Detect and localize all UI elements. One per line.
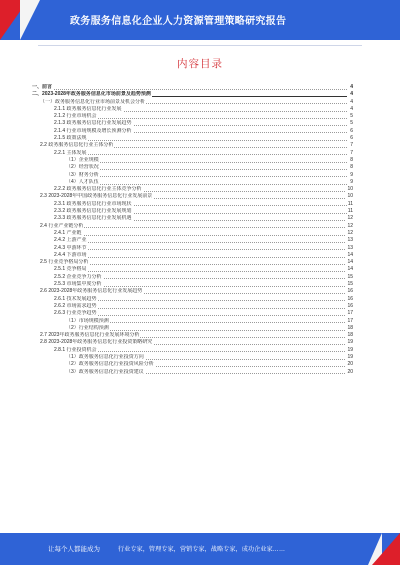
toc-entry-text: （1）政务服务信息化行业投资方向: [66, 353, 144, 360]
toc-entry-text: 2.2.2 政务服务信息化行业主体竞争分析: [54, 186, 142, 193]
toc-entry[interactable]: [32, 369, 353, 376]
toc-entry[interactable]: [32, 237, 353, 244]
toc-entry-text: 2.4.2 上游产业: [54, 237, 87, 244]
toc-entry[interactable]: [32, 157, 353, 164]
toc-page-number: 15: [347, 273, 353, 280]
toc-leader-dots: [66, 162, 347, 163]
toc-entry[interactable]: [32, 259, 353, 266]
toc-entry[interactable]: [32, 230, 353, 237]
toc-entry-text: 2.4.1 产业链: [54, 229, 82, 236]
toc-title: 内容目录: [177, 58, 223, 70]
toc-page-number: 17: [347, 310, 353, 317]
toc-page-number: 16: [347, 295, 353, 302]
table-of-contents: [32, 84, 353, 376]
toc-entry-text: 2.2 政务服务信息化行业主体分析: [40, 142, 114, 149]
toc-page-number: 16: [347, 288, 353, 295]
toc-entry-text: 2.6.1 技术发展趋势: [54, 295, 97, 302]
toc-leader-dots: [66, 184, 347, 185]
toc-page-number: 12: [347, 215, 353, 222]
toc-entry-text: 2.5.3 市场集中度分析: [54, 281, 102, 288]
toc-page-number: 14: [347, 259, 353, 266]
toc-entry-text: 2.6 2023-2028年政务服务信息化行业发展趋势: [40, 288, 143, 295]
toc-leader-dots: [54, 242, 347, 243]
toc-entry-text: 2.5 行业竞争格局分析: [40, 259, 89, 266]
toc-page-number: 13: [347, 237, 353, 244]
toc-entry-text: 2.7 2023年政务服务信息化行业发展环境分析: [40, 332, 140, 339]
toc-entry[interactable]: [32, 347, 353, 354]
toc-entry-text: 2.5.2 企业竞争力分析: [54, 273, 102, 280]
toc-entry-text: 一、前言: [32, 84, 53, 90]
toc-leader-dots: [54, 257, 347, 258]
toc-leader-dots: [54, 118, 347, 119]
toc-entry-text: 2.1.5 政策法规: [54, 135, 87, 142]
toc-page-number: 15: [347, 281, 353, 288]
toc-entry-text: 2.4.3 中游环节: [54, 244, 87, 251]
toc-entry-text: 2.4 行业产业链分析: [40, 222, 84, 229]
toc-page-number: 13: [347, 244, 353, 251]
toc-entry[interactable]: [32, 245, 353, 252]
toc-entry[interactable]: [32, 113, 353, 120]
toc-page-number: 4: [350, 98, 353, 105]
toc-page-number: 12: [347, 222, 353, 229]
toc-entry[interactable]: [32, 339, 353, 346]
toc-leader-dots: [54, 351, 347, 352]
toc-entry-text: （一）政务服务信息化行业市场前景及机会分析: [40, 98, 146, 105]
toc-entry-text: （1）市场规模预测: [66, 317, 109, 324]
toc-entry-text: 2.1.4 行业市场规模及增长预测分析: [54, 127, 132, 134]
toc-entry[interactable]: [32, 332, 353, 339]
toc-page-number: 19: [347, 339, 353, 346]
toc-entry-text: 2.1.2 行业市场机会: [54, 113, 97, 120]
toc-entry[interactable]: [32, 303, 353, 310]
header-divider: [38, 45, 362, 46]
toc-page-number: 18: [347, 332, 353, 339]
toc-page-number: 5: [350, 120, 353, 127]
toc-entry-text: 2.1.1 政务服务信息化行业发展: [54, 105, 122, 112]
toc-entry[interactable]: [32, 310, 353, 317]
toc-entry[interactable]: [32, 223, 353, 230]
toc-entry[interactable]: [32, 186, 353, 193]
toc-entry-text: （2）政务服务信息化行业投资风险分析: [66, 361, 154, 368]
toc-page-number: 7: [350, 142, 353, 149]
toc-leader-dots: [66, 169, 347, 170]
toc-leader-dots: [32, 89, 347, 90]
toc-page-number: 6: [350, 135, 353, 142]
toc-entry-text: 2.3.3 政务服务信息化行业发展机遇: [54, 215, 132, 222]
toc-page-number: 14: [347, 266, 353, 273]
toc-page-number: 10: [347, 186, 353, 193]
toc-page-number: 8: [350, 164, 353, 171]
document-title: 政务服务信息化企业人力资源管理策略研究报告: [70, 16, 287, 27]
toc-page-number: 20: [347, 368, 353, 375]
toc-page-number: 7: [350, 149, 353, 156]
toc-entry[interactable]: [32, 84, 353, 91]
toc-entry[interactable]: [32, 179, 353, 186]
toc-entry-text: 2.8 2023-2028年政务服务信息化行业投资策略研究: [40, 339, 153, 346]
toc-leader-dots: [54, 271, 347, 272]
toc-entry[interactable]: [32, 106, 353, 113]
footer-bar: [0, 533, 400, 565]
toc-page-number: 9: [350, 178, 353, 185]
toc-entry[interactable]: [32, 274, 353, 281]
toc-page-number: 14: [347, 251, 353, 258]
toc-entry-text: （2）行业结构预测: [66, 324, 109, 331]
toc-leader-dots: [54, 300, 347, 301]
toc-entry[interactable]: [32, 201, 353, 208]
toc-entry-text: （1）企业规模: [66, 156, 99, 163]
toc-page-number: 11: [347, 200, 353, 207]
toc-page-number: 19: [347, 353, 353, 360]
toc-leader-dots: [54, 154, 347, 155]
toc-entry[interactable]: [32, 99, 353, 106]
toc-page-number: 8: [350, 156, 353, 163]
toc-entry-text: 2.3.2 政务服务信息化行业发展规划: [54, 208, 132, 215]
toc-entry-text: 2.4.4 下游市场: [54, 251, 87, 258]
toc-entry[interactable]: [32, 142, 353, 149]
toc-leader-dots: [54, 235, 347, 236]
toc-page-number: 4: [350, 105, 353, 112]
toc-entry-text: 2.2.1 主体发展: [54, 149, 87, 156]
toc-entry[interactable]: [32, 252, 353, 259]
toc-page-number: 16: [347, 302, 353, 309]
toc-page-number: 6: [350, 127, 353, 134]
toc-page-number: 20: [347, 361, 353, 368]
toc-page-number: 9: [350, 171, 353, 178]
toc-page-number: 4: [350, 91, 353, 98]
toc-entry[interactable]: [32, 266, 353, 273]
toc-entry-text: 2.5.1 竞争格局: [54, 266, 87, 273]
toc-entry[interactable]: [32, 215, 353, 222]
toc-page-number: 19: [347, 346, 353, 353]
toc-entry[interactable]: [32, 172, 353, 179]
toc-entry[interactable]: [32, 361, 353, 368]
toc-entry[interactable]: [32, 354, 353, 361]
toc-entry-text: 2.3 2023-2028年中国政务服务信息化行业发展前景: [40, 193, 153, 200]
toc-leader-dots: [54, 315, 347, 316]
toc-entry-text: （3）财务分析: [66, 171, 99, 178]
toc-entry[interactable]: [32, 193, 353, 200]
toc-leader-dots: [66, 176, 347, 177]
toc-page-number: 12: [347, 229, 353, 236]
toc-page-number: 18: [347, 324, 353, 331]
footer-slogan: 让每个人都能成为: [48, 546, 100, 553]
toc-leader-dots: [40, 227, 347, 228]
toc-entry-text: （4）人才队伍: [66, 178, 99, 185]
toc-entry[interactable]: [32, 150, 353, 157]
toc-leader-dots: [54, 249, 347, 250]
toc-entry[interactable]: [32, 318, 353, 325]
toc-leader-dots: [54, 308, 347, 309]
toc-page-number: 11: [347, 208, 353, 215]
toc-entry-text: 2.3.1 政务服务信息化行业市场现状: [54, 200, 132, 207]
toc-leader-dots: [54, 140, 347, 141]
toc-entry[interactable]: [32, 208, 353, 215]
toc-entry[interactable]: [32, 296, 353, 303]
footer-red-accent: [372, 533, 400, 565]
toc-entry-text: 2.6.3 行业竞争趋势: [54, 310, 97, 317]
toc-entry[interactable]: [32, 164, 353, 171]
toc-page-number: 4: [350, 84, 353, 90]
toc-entry[interactable]: [32, 325, 353, 332]
toc-page-number: 17: [347, 317, 353, 324]
header-bar: [0, 0, 400, 40]
toc-entry[interactable]: [32, 91, 353, 98]
toc-entry-text: 2.8.1 行业投资机会: [54, 346, 97, 353]
toc-entry[interactable]: [32, 281, 353, 288]
toc-entry[interactable]: [32, 128, 353, 135]
toc-page-number: 5: [350, 113, 353, 120]
toc-entry[interactable]: [32, 135, 353, 142]
toc-entry-text: （3）政务服务信息化行业投资建议: [66, 368, 144, 375]
header-white-accent: [20, 0, 40, 40]
footer-tagline: 行业专家，管理专家，营销专家，战略专家，成功企业家……: [118, 546, 286, 553]
toc-entry[interactable]: [32, 120, 353, 127]
toc-entry-text: 二、2023-2028年政务服务信息化市场前景及趋势预测: [32, 91, 151, 98]
toc-page-number: 10: [347, 193, 353, 200]
toc-entry-text: （2）经营状况: [66, 164, 99, 171]
toc-entry-text: 2.1.3 政务服务信息化行业发展趋势: [54, 120, 132, 127]
toc-entry-text: 2.6.2 市场需求趋势: [54, 302, 97, 309]
toc-entry[interactable]: [32, 288, 353, 295]
